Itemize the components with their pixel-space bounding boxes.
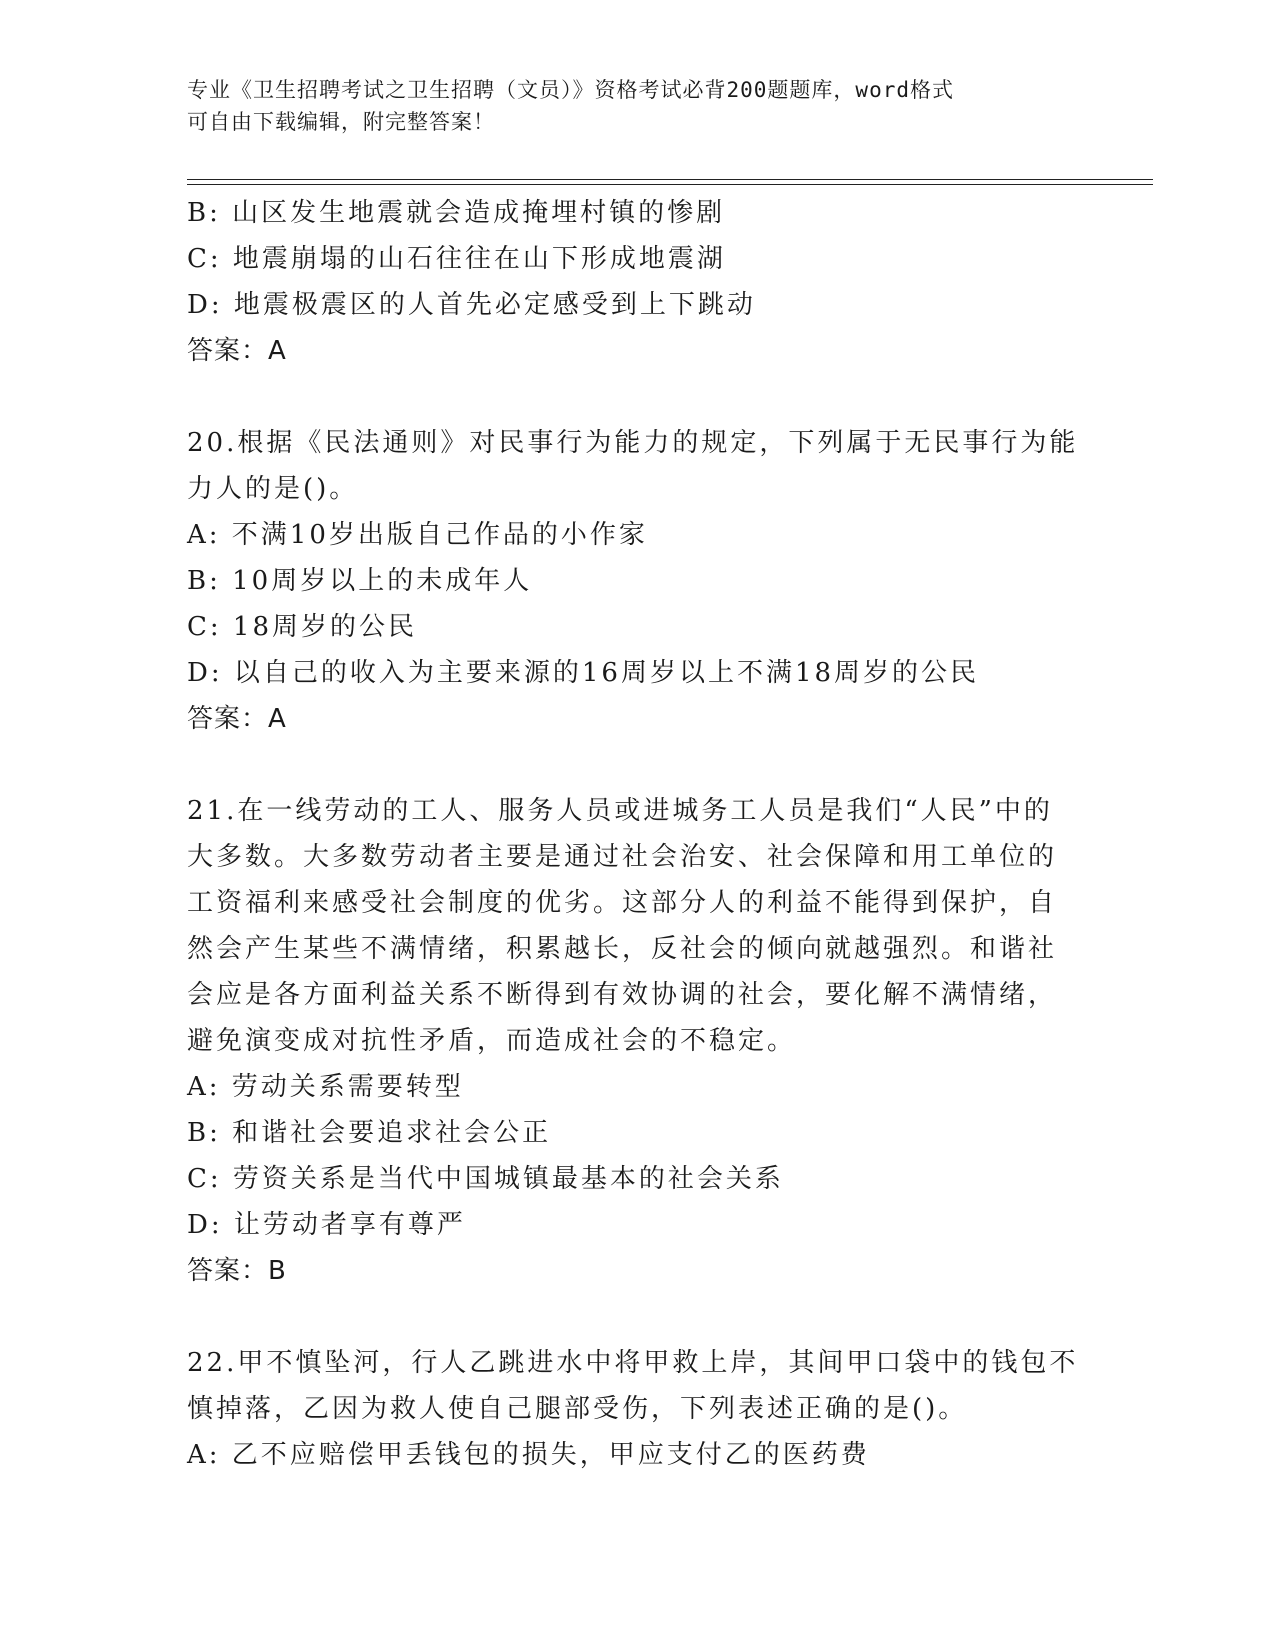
document-body (187, 190, 1087, 1478)
option-a: A: 乙不应赔偿甲丢钱包的损失，甲应支付乙的医药费 (187, 1440, 870, 1470)
option-a: A: 劳动关系需要转型 (187, 1072, 464, 1102)
question-stem-line: 20.根据《民法通则》对民事行为能力的规定，下列属于无民事行为能 (187, 428, 1079, 458)
question-stem-line: 力人的是()。 (187, 474, 359, 504)
option-c: C: 劳资关系是当代中国城镇最基本的社会关系 (187, 1164, 784, 1194)
question-22 (187, 1340, 1087, 1478)
option-d: D: 地震极震区的人首先必定感受到上下跳动 (187, 290, 756, 320)
question-stem-line: 21.在一线劳动的工人、服务人员或进城务工人员是我们“人民”中的 (187, 796, 1053, 826)
header-divider-bottom (187, 184, 1153, 185)
question-stem-line: 慎掉落，乙因为救人使自己腿部受伤，下列表述正确的是()。 (187, 1394, 968, 1424)
question-19-tail (187, 190, 1087, 374)
spacer (187, 1294, 1087, 1340)
header-line-2: 可自由下载编辑，附完整答案！ (187, 110, 495, 134)
question-stem-line: 然会产生某些不满情绪，积累越长，反社会的倾向就越强烈。和谐社 (187, 934, 1058, 964)
header-divider-top (187, 179, 1153, 180)
question-stem-line: 会应是各方面利益关系不断得到有效协调的社会，要化解不满情绪， (187, 980, 1058, 1010)
option-b: B: 10周岁以上的未成年人 (187, 566, 533, 596)
option-c: C: 18周岁的公民 (187, 612, 418, 642)
option-b: B: 山区发生地震就会造成掩埋村镇的惨剧 (187, 198, 726, 228)
option-d: D: 以自己的收入为主要来源的16周岁以上不满18周岁的公民 (187, 658, 980, 688)
spacer (187, 742, 1087, 788)
question-stem-line: 避免演变成对抗性矛盾，而造成社会的不稳定。 (187, 1026, 797, 1056)
document-header (187, 74, 1087, 138)
option-b: B: 和谐社会要追求社会公正 (187, 1118, 552, 1148)
option-d: D: 让劳动者享有尊严 (187, 1210, 466, 1240)
answer-line: 答案：A (187, 704, 287, 734)
question-20 (187, 420, 1087, 742)
answer-line: 答案：B (187, 1256, 287, 1286)
question-21 (187, 788, 1087, 1294)
question-stem-line: 工资福利来感受社会制度的优劣。这部分人的利益不能得到保护，自 (187, 888, 1058, 918)
spacer (187, 374, 1087, 420)
option-c: C: 地震崩塌的山石往往在山下形成地震湖 (187, 244, 726, 274)
answer-line: 答案：A (187, 336, 287, 366)
header-line-1: 专业《卫生招聘考试之卫生招聘（文员）》资格考试必背200题题库，word格式 (187, 78, 954, 102)
question-stem-line: 大多数。大多数劳动者主要是通过社会治安、社会保障和用工单位的 (187, 842, 1058, 872)
option-a: A: 不满10岁出版自己作品的小作家 (187, 520, 648, 550)
question-stem-line: 22.甲不慎坠河，行人乙跳进水中将甲救上岸，其间甲口袋中的钱包不 (187, 1348, 1079, 1378)
